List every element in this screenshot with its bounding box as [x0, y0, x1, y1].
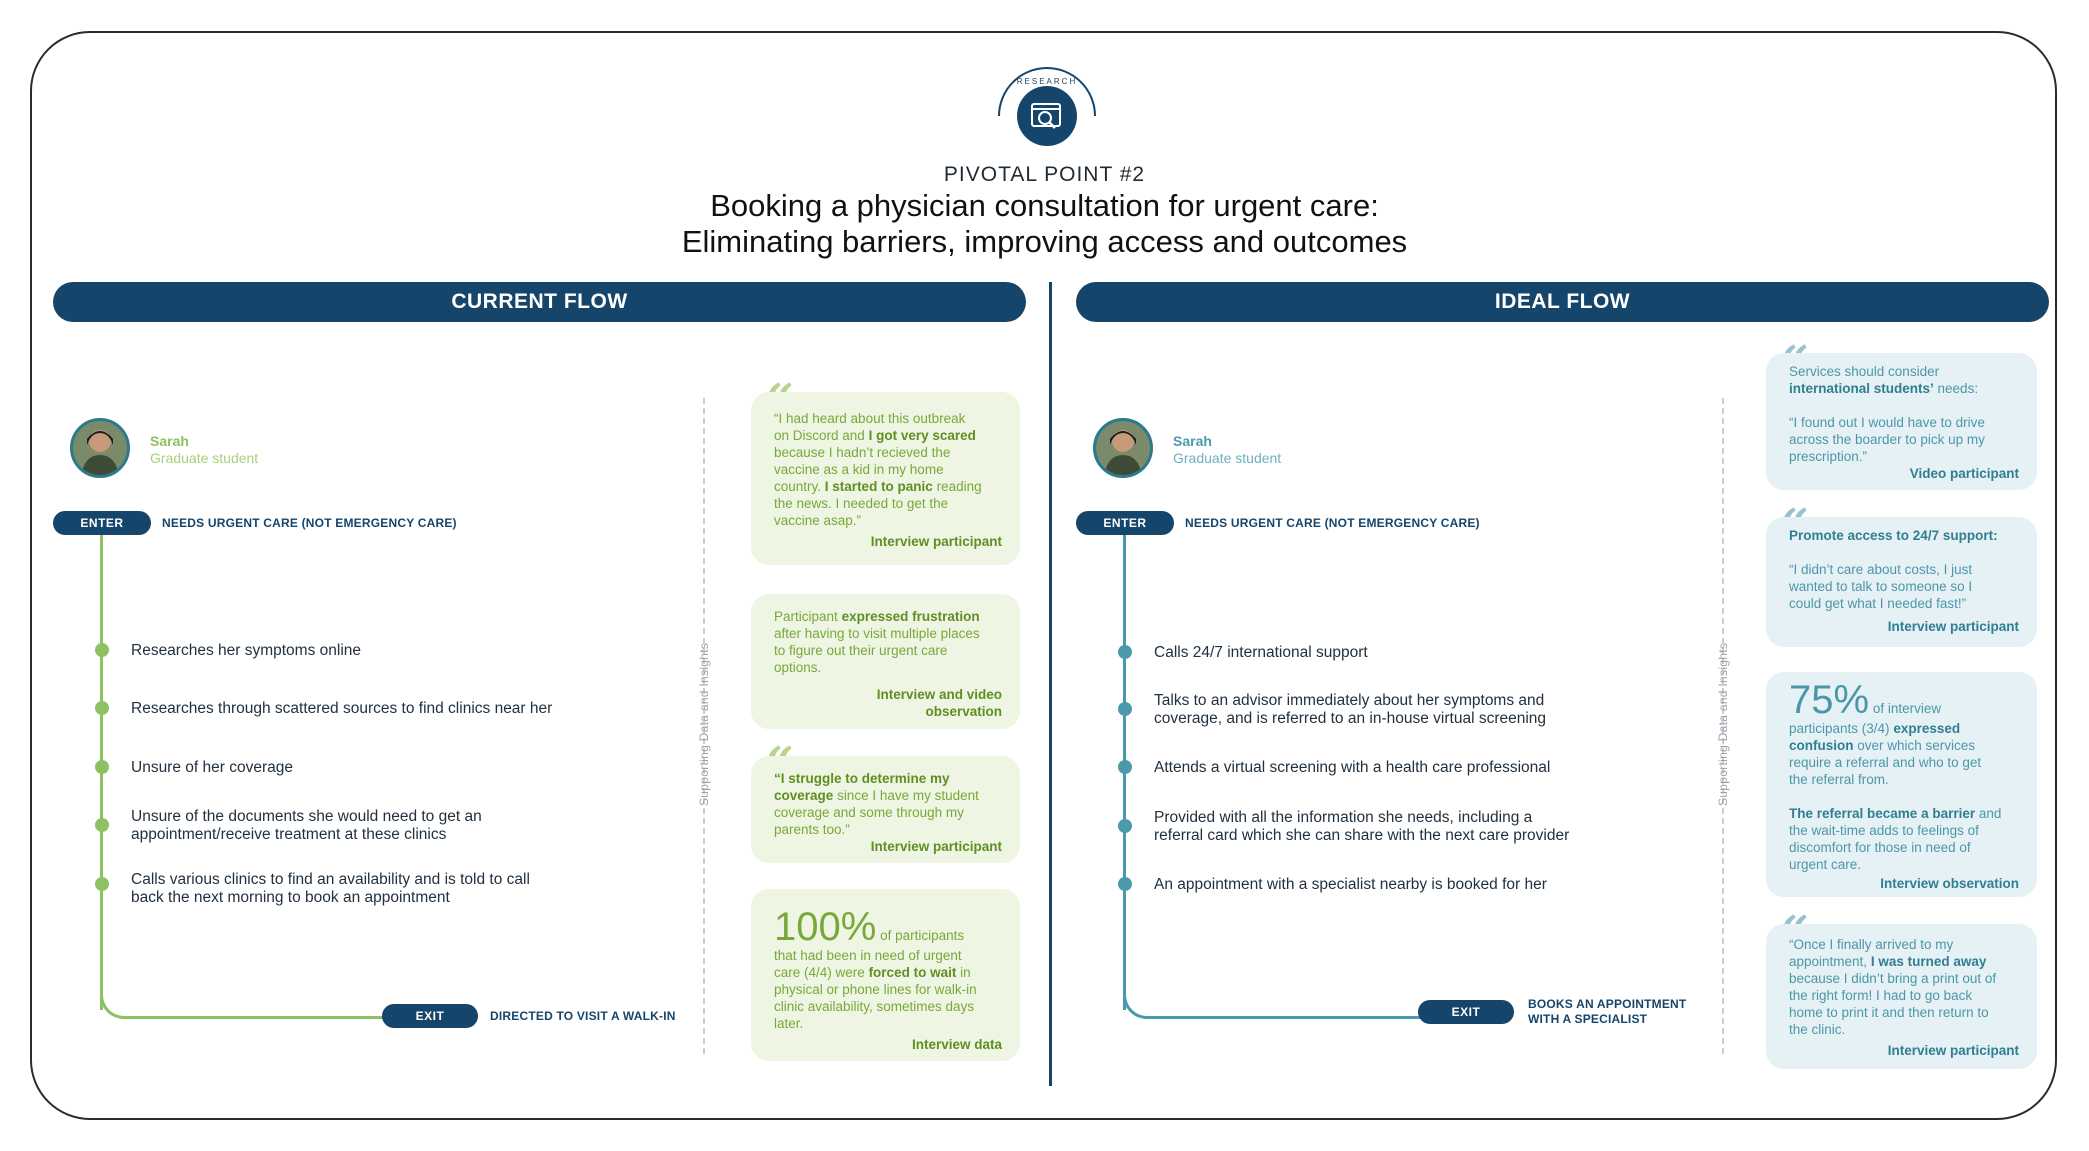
exit-label: DIRECTED TO VISIT A WALK-IN — [490, 1009, 676, 1023]
insight-card: “Once I finally arrived to my appointment, I was turned away because I didn’t bring a print out of the right form! I had to go back home to print it and then return to the clinic. Interview participant — [1766, 924, 2037, 1069]
stat-value: 75% — [1789, 678, 1870, 722]
step-dot — [95, 818, 109, 832]
pivot-label: PIVOTAL POINT #2 — [943, 163, 1146, 186]
supporting-data-label: Supporting Data and Insights — [1716, 642, 1730, 806]
card-source: Interview and video — [876, 687, 1002, 702]
exit-pill: EXIT — [1418, 1000, 1514, 1024]
stat-card: 75% of interview participants (3/4) expressed confusion over which services require a referral and who to get the referral from. The referral became a barrier and the wait-time adds to feelings of discomfort for those in need of urgent care. Interview observation — [1766, 672, 2037, 897]
card-source: Interview participant — [1887, 619, 2019, 634]
insight-card: Services should consider international students’ needs: “I found out I would have to drive across the boarder to pick up my prescription.” Video participant — [1766, 353, 2037, 490]
step-2: Talks to an advisor immediately about her symptoms and coverage, and is referred to an in-house virtual screening — [1154, 692, 1547, 727]
persona-name: Sarah — [1173, 433, 1212, 449]
card-source: Video participant — [1909, 466, 2019, 481]
flow-line-bottom — [122, 1016, 384, 1019]
step-1: Researches her symptoms online — [131, 642, 362, 659]
step-dot — [1118, 760, 1132, 774]
step-dot — [95, 701, 109, 715]
step-dot — [95, 760, 109, 774]
research-badge — [995, 62, 1099, 146]
page-title-line2: Eliminating barriers, improving access and outcomes — [681, 224, 1408, 259]
step-dot — [95, 643, 109, 657]
insight-card: Participant expressed frustration after having to visit multiple places to figure out their urgent care options. Interview and video observation — [751, 594, 1020, 729]
step-dot — [1118, 877, 1132, 891]
persona-avatar — [1093, 418, 1153, 478]
page-title-line1: Booking a physician consultation for urgent care: — [710, 188, 1379, 223]
stat-card: 100% of participants that had been in need of urgent care (4/4) were forced to wait in physical or phone lines for walk-in clinic availability, sometimes days later. Interview data — [751, 889, 1020, 1061]
step-3: Unsure of her coverage — [131, 759, 293, 776]
stat-value: 100% — [774, 905, 877, 949]
step-dot — [95, 877, 109, 891]
step-1: Calls 24/7 international support — [1154, 644, 1368, 661]
enter-label: NEEDS URGENT CARE (NOT EMERGENCY CARE) — [1185, 516, 1480, 530]
insight-card: Promote access to 24/7 support: “I didn’t care about costs, I just wanted to talk to someone so I could get what I needed fast!” Interview participant — [1766, 517, 2037, 647]
enter-pill: ENTER — [1076, 511, 1174, 535]
badge-text: RESEARCH — [1016, 77, 1078, 86]
step-5: An appointment with a specialist nearby is booked for her — [1154, 876, 1547, 893]
persona-name: Sarah — [150, 433, 189, 449]
step-5: Calls various clinics to find an availability and is told to call back the next morning to book an appointment — [131, 871, 530, 906]
persona-role: Graduate student — [1173, 450, 1282, 466]
step-4: Provided with all the information she needs, including a referral card which she can share with the next care provider — [1154, 809, 1570, 844]
enter-pill: ENTER — [53, 511, 151, 535]
card-source: Interview participant — [1887, 1043, 2019, 1058]
exit-pill: EXIT — [382, 1004, 478, 1028]
step-4: Unsure of the documents she would need to get an appointment/receive treatment at these clinics — [131, 808, 482, 843]
step-dot — [1118, 819, 1132, 833]
ideal-flow-header: IDEAL FLOW — [1076, 282, 2049, 322]
card-source: Interview observation — [1880, 876, 2019, 891]
current-flow-header: CURRENT FLOW — [53, 282, 1026, 322]
card-source: Interview data — [911, 1037, 1002, 1052]
persona-avatar — [70, 418, 130, 478]
insight-card: “I struggle to determine my coverage since I have my student coverage and some through my parents too.” Interview participant — [751, 756, 1020, 863]
enter-label: NEEDS URGENT CARE (NOT EMERGENCY CARE) — [162, 516, 457, 530]
persona-role: Graduate student — [150, 450, 259, 466]
center-divider — [1049, 282, 1052, 1086]
flow-line-bottom — [1145, 1016, 1428, 1019]
step-3: Attends a virtual screening with a health care professional — [1154, 759, 1551, 776]
supporting-data-label: Supporting Data and Insights — [697, 642, 711, 806]
insight-card: “I had heard about this outbreak on Discord and I got very scared because I hadn’t recieved the vaccine as a kid in my home country. I started to panic reading the news. I needed to get the vaccine asap.” Interview participant — [751, 392, 1020, 565]
step-2: Researches through scattered sources to find clinics near her — [131, 700, 553, 717]
card-source: Interview participant — [870, 534, 1002, 549]
step-dot — [1118, 645, 1132, 659]
card-source: Interview participant — [870, 839, 1002, 854]
step-dot — [1118, 702, 1132, 716]
exit-label: BOOKS AN APPOINTMENT WITH A SPECIALIST — [1528, 997, 1687, 1026]
